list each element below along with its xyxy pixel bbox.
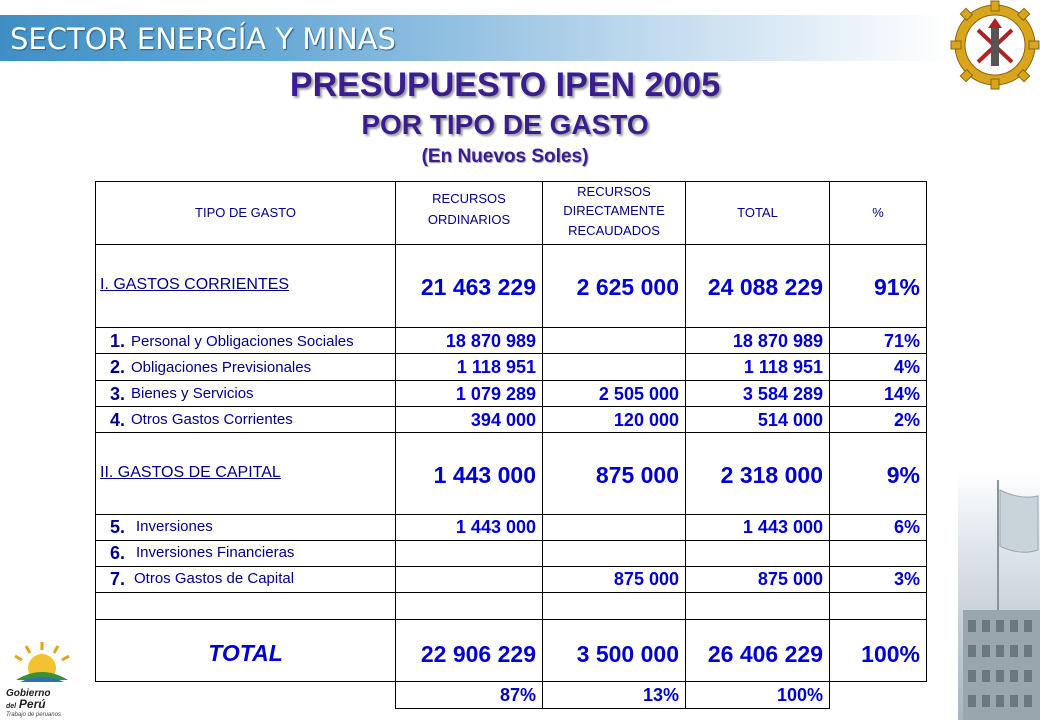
share-total: 100% bbox=[776, 685, 823, 705]
table-row-line bbox=[95, 619, 927, 620]
page-subtitle: POR TIPO DE GASTO bbox=[361, 109, 649, 140]
col-header-ro-line2: ORDINARIOS bbox=[427, 212, 511, 227]
row-label: Inversiones Financieras bbox=[136, 544, 295, 561]
row-label: Personal y Obligaciones Sociales bbox=[131, 333, 354, 350]
r7-total: 875 000 bbox=[757, 569, 823, 589]
section-label-corrientes: I. GASTOS CORRIENTES bbox=[100, 276, 290, 293]
r1-total: 18 870 989 bbox=[732, 331, 823, 351]
col-header-tipo: TIPO DE GASTO bbox=[195, 205, 296, 220]
col-header-pct: % bbox=[872, 205, 884, 220]
table-row-line bbox=[95, 540, 927, 541]
r2-total: 1 118 951 bbox=[743, 357, 823, 377]
row-number: 2. bbox=[110, 357, 126, 377]
r2-pct: 4% bbox=[893, 357, 920, 377]
row-number: 4. bbox=[110, 410, 126, 430]
table-row-line bbox=[95, 244, 927, 245]
r4-pct: 2% bbox=[893, 410, 920, 430]
sun-emblem-icon bbox=[6, 640, 78, 684]
r7-rdr: 875 000 bbox=[613, 569, 679, 589]
table-row-line bbox=[95, 380, 927, 381]
row-number: 5. bbox=[110, 517, 126, 537]
col-header-ro-line1: RECURSOS bbox=[432, 191, 506, 206]
table-row-line bbox=[95, 327, 927, 328]
sec2-total: 2 318 000 bbox=[720, 462, 823, 488]
row-label: Otros Gastos Corrientes bbox=[131, 411, 293, 428]
total-pct: 100% bbox=[861, 641, 920, 667]
section-label-capital: II. GASTOS DE CAPITAL bbox=[100, 464, 281, 481]
logo-text-del: del bbox=[6, 703, 17, 710]
total-label: TOTAL bbox=[208, 640, 283, 666]
r4-ro: 394 000 bbox=[470, 410, 536, 430]
table-row-line bbox=[95, 592, 927, 593]
table-row-line bbox=[95, 406, 927, 407]
logo-text-gobierno: Gobierno bbox=[6, 688, 51, 699]
table-row-line bbox=[95, 353, 927, 354]
row-label: Bienes y Servicios bbox=[131, 385, 254, 402]
table-row-line bbox=[95, 181, 927, 182]
sec1-total: 24 088 229 bbox=[707, 274, 823, 300]
r1-pct: 71% bbox=[883, 331, 920, 351]
table-row-line bbox=[395, 708, 830, 709]
r4-total: 514 000 bbox=[757, 410, 823, 430]
logo-text-peru: Perú bbox=[18, 697, 46, 711]
gobierno-peru-logo bbox=[6, 640, 78, 718]
table-col-divider bbox=[829, 181, 830, 708]
table-border-left bbox=[95, 181, 96, 681]
row-number: 1. bbox=[110, 331, 126, 351]
row-number: 7. bbox=[110, 569, 126, 589]
table-row-line bbox=[95, 432, 927, 433]
r5-pct: 6% bbox=[893, 517, 920, 537]
table-border-right bbox=[926, 181, 927, 681]
total-total: 26 406 229 bbox=[707, 641, 823, 667]
sec1-pct: 91% bbox=[873, 274, 920, 300]
col-header-rdr-line2: DIRECTAMENTE bbox=[563, 203, 665, 218]
table-row-line bbox=[95, 566, 927, 567]
r3-total: 3 584 289 bbox=[742, 384, 823, 404]
col-header-rdr-line1: RECURSOS bbox=[577, 184, 651, 199]
r2-ro: 1 118 951 bbox=[456, 357, 536, 377]
col-header-rdr-line3: RECAUDADOS bbox=[568, 223, 660, 238]
r3-ro: 1 079 289 bbox=[455, 384, 536, 404]
sec2-ro: 1 443 000 bbox=[433, 462, 536, 488]
r4-rdr: 120 000 bbox=[613, 410, 679, 430]
total-ro: 22 906 229 bbox=[420, 641, 536, 667]
sec1-ro: 21 463 229 bbox=[420, 274, 536, 300]
table-col-divider bbox=[395, 181, 396, 708]
units-note: (En Nuevos Soles) bbox=[421, 146, 589, 167]
r5-ro: 1 443 000 bbox=[455, 517, 536, 537]
r7-pct: 3% bbox=[893, 569, 920, 589]
page-title: PRESUPUESTO IPEN 2005 bbox=[289, 66, 721, 104]
total-rdr: 3 500 000 bbox=[576, 641, 679, 667]
r5-total: 1 443 000 bbox=[742, 517, 823, 537]
table-col-divider bbox=[685, 181, 686, 708]
logo-slogan: Trabajo de peruanos bbox=[6, 712, 61, 718]
sec2-pct: 9% bbox=[886, 462, 920, 488]
row-label: Obligaciones Previsionales bbox=[131, 359, 312, 376]
sec1-rdr: 2 625 000 bbox=[576, 274, 679, 300]
table-row-line bbox=[95, 681, 927, 682]
row-label: Inversiones bbox=[136, 518, 213, 535]
share-rdr: 13% bbox=[642, 685, 679, 705]
col-header-total: TOTAL bbox=[737, 205, 778, 220]
row-label: Otros Gastos de Capital bbox=[134, 570, 295, 587]
building-photo bbox=[958, 470, 1040, 720]
table-col-divider bbox=[542, 181, 543, 708]
r3-rdr: 2 505 000 bbox=[598, 384, 679, 404]
r1-ro: 18 870 989 bbox=[445, 331, 536, 351]
share-ro: 87% bbox=[499, 685, 536, 705]
row-number: 3. bbox=[110, 384, 126, 404]
r3-pct: 14% bbox=[883, 384, 920, 404]
table-row-line bbox=[95, 514, 927, 515]
sec2-rdr: 875 000 bbox=[595, 462, 679, 488]
sector-title: SECTOR ENERGÍA Y MINAS bbox=[10, 22, 396, 56]
row-number: 6. bbox=[110, 543, 126, 563]
